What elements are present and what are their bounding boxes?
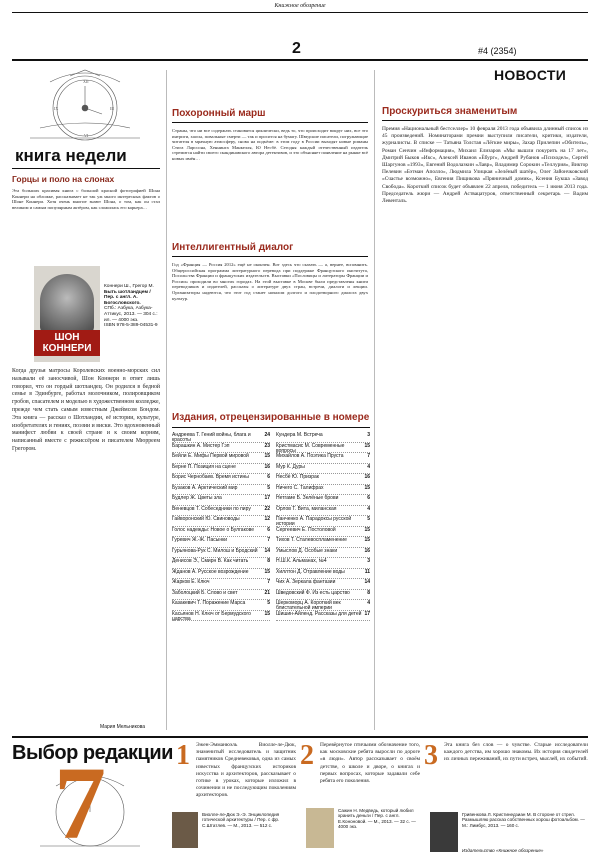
march-rule [172,122,368,123]
edition-page: 15 [364,537,370,543]
edition-page: 7 [267,537,270,543]
book-week-title: книга недели [12,146,130,166]
choice-edition-label: Издательство «Книжное обозрение» [462,848,544,853]
edition-page: 4 [367,463,370,470]
edition-row [276,569,370,580]
edition-name: Шведовский Ф. Из есть царство [276,589,350,596]
svg-text:III: III [110,106,114,111]
edition-row [276,474,370,485]
prominents-title: Проскуриться знаменитым [382,106,518,117]
svg-text:XII: XII [83,79,89,84]
edition-page: 21 [264,589,270,596]
prominents-body: Премия «Национальный бестселлер» 10 февраля 2013 года объявила длинный список из 45 произведений. Номинаторами премии выступили писатели, критики, издатели, журналисты. В списке — Татьяна Толстая «Лёгкие миры», Захар Прилепин «Обитель», Роман Сенчин «Информация», Михаил Елизаров «Мы вышли покурить на 17 лет», Дмитрий Быков «Икс», Алексей Иванов «Ёбург», Андрей Рубанов «Психодел», Сергей Шаргунов «1993», Евгений Водолазкин «Лавр», Владимир Сорокин «Теллурия», Виктор Пелевин «Бэтман Аполло», Людмила Улицкая «Зелёный шатёр», Олег Зайончковский «Счастье возможно», Евгения Пищикова «Пряничный домик», Ксения Букша «Завод Свобода». Короткий список будет объявлен 22 апреля, победитель — 1 июня 2013 года. Председатель жюри — Андрей Аствацатуров, ответственный секретарь — Вадим Левенталь. [382,126,588,205]
edition-page: 15 [364,442,370,449]
edition-page: 6 [367,495,370,501]
edition-row [172,474,270,485]
edition-name: Бейли Е. Мифы Первой мировой [172,453,249,459]
edition-name: Ничего С. Талифрах [276,484,324,491]
svg-text:VI: VI [84,133,89,138]
edition-name: Борис Чернобаев. Время истины [172,474,249,480]
edition-row [172,537,270,548]
book-week-headline: Горцы и поло на слонах [12,174,115,184]
edition-page: 16 [364,474,370,480]
edition-page: 4 [367,505,370,512]
edition-name: Заболоцкий Б. Слово и свет [172,589,238,596]
edition-page: 15 [264,610,270,617]
edition-name: Панченко А. Парадоксы русской истории [276,516,352,528]
edition-page: 8 [267,558,270,564]
choice-3-caption: Гривенкова Л. Кристинедзиан М. В стороне от стрел. Размышляю рассказ собственных хорош фотоальбом. — М.: Лимбус, 2013. — 160 с. [462,812,585,828]
book-reviewer: Мария Мельникова [100,724,145,730]
dialogue-title: Интеллигентный диалог [172,242,294,253]
edition-name: Голос надежды: Новое о Булгакове [172,526,254,533]
edition-name: Тихов Т. Сталевоспламенение [276,537,347,543]
edition-name: Михайлов А. Поэтика Пруста [276,453,344,459]
edition-row [276,516,370,527]
editions-col-2 [276,432,370,621]
choice-rule [12,736,588,738]
edition-row [276,590,370,601]
book-week-illustration [10,68,160,142]
choice-1-text: Эжен-Эмманюэль Виолле-ле-Дюк, знаменитый исследователь и защитник памятников Средневековья, одна из самых известных французских историков искусства и архитекторов, рассказывает о готике в уроках, которые изложил в сочинении и не последующим поколениям архитекторов. [196,742,296,799]
dialogue-body: Год «Франция — Россия 2012» ещё не окончен. Вот здесь что сказать — а, вернее, вспомнить. Общероссийская программа литературного перевода при поддержке Французского института, Посольства Франции и французских издательств. Выставки «Пословицы и литераторы Франции и России» проходили во многих городах. На этой выставке в Москве были представлены книги переводчиков и издателей, рассказы о литературе двух стран, встречи, диалоги и лекции. Организаторы надеются, что этот год станет началом долгого и плодотворного диалога двух культур. [172,262,368,301]
edition-row [276,579,370,590]
edition-name: Кристмасис М. Современные вопросы [276,442,345,454]
choice-big-number: 7 [54,746,106,861]
choice-2-text: Перевёрнутое птичьими обозначение того, как московские ребята выросли по дороге «в люди». Автор рассказывает о своём детстве, о школе и дворе, о книгах и первых вопросах, которые задавали себе ребята его поколения. [320,742,420,785]
edition-row [172,527,270,538]
edition-name: Гайворонский Ю. Свиноводы [172,516,240,522]
edition-name: Чих А. Зеркала фантазии [276,579,336,585]
march-title: Похоронный марш [172,108,266,119]
edition-row [172,569,270,580]
edition-page: 5 [267,484,270,491]
edition-page: 5 [367,516,370,522]
edition-row [276,506,370,517]
choice-2-cover [306,808,334,848]
edition-row [172,432,270,443]
edition-row [172,453,270,464]
top-rule [12,12,588,13]
edition-row [172,590,270,601]
edition-page: 3 [367,558,370,564]
editions-col-1 [172,432,270,621]
edition-name: Шишин-Айленд. Рассказы для детей [276,610,362,617]
choice-1-caption: Виолле-ле-Дюк Э.-Э. Энциклопедия готической архитектуры / Пер. с фр. С.Штатлев. — М., 2013. — 512 с. [202,812,280,828]
choice-2-caption: Сажин Н. Медведь, который любил хранить деньги / Пер. с англ. Е.Кононовой. — М., 2013. — 32 с. — 4000 экз. [338,808,416,830]
edition-row [172,600,270,611]
edition-name: Жарков Е. Ключ [172,579,210,585]
edition-name: Несбё Ю. Призрак [276,474,319,480]
edition-row [172,548,270,559]
edition-name: Кундера М. Встреча [276,432,323,438]
col-sep-1 [166,70,167,730]
edition-row [276,548,370,559]
edition-row [276,558,370,569]
edition-name: Андреева Т. Гений войны, блага и красоты [172,432,251,444]
caption-title: Быть шотландцем / Пер. с англ. А. Богословского. [104,289,151,306]
page-number: 2 [292,40,301,57]
edition-page: 4 [367,600,370,606]
edition-name: Жданов А. Русское возрождение [172,568,249,575]
edition-page: 7 [267,579,270,585]
portrait-image [40,274,94,334]
edition-page: 22 [264,505,270,512]
edition-row [276,432,370,443]
edition-page: 17 [364,610,370,617]
edition-row [172,443,270,454]
edition-page: 16 [264,463,270,470]
edition-name: Гурьянова-Рук С. Милош и Бродский [172,547,258,554]
edition-row [172,464,270,475]
edition-name: Казакевич Т. Поражение Марса [172,600,246,606]
edition-row [276,464,370,475]
edition-page: 15 [364,484,370,491]
edition-name: Хиллтон Д. Отравление воды [276,568,345,575]
edition-page: 3 [367,432,370,438]
editions-title: Издания, отрецензированные в номере [172,412,370,423]
choice-3-number: 3 [424,740,438,771]
masthead-paper: Книжное обозрение [274,3,326,9]
edition-row [172,516,270,527]
edition-name: Н.Ш.К. Альманах, №4 [276,558,327,564]
edition-page: 17 [264,495,270,501]
edition-row [276,600,370,611]
edition-name: Будлер Ж. Цветы зла [172,495,222,501]
edition-row [172,611,270,622]
edition-name: Веневцов Т. Собеседники по пиру [172,505,251,512]
header-rule [12,59,588,61]
edition-name: Касьянов Н. Ключ от Бермудского царства [172,610,251,622]
edition-row [172,485,270,496]
edition-page: 15 [364,526,370,533]
book-caption [104,284,162,329]
edition-row [276,453,370,464]
edition-row [172,495,270,506]
edition-page: 6 [267,526,270,533]
issue-number: #4 (2354) [478,46,517,56]
edition-page: 6 [267,474,270,480]
choice-3-cover [430,812,458,852]
cover-text: ШОН КОННЕРИ [34,330,100,356]
edition-page: 15 [264,453,270,459]
edition-page: 12 [264,516,270,522]
edition-name: Гуревич Ж.-Ж. Пасынки [172,537,228,543]
edition-page: 15 [264,568,270,575]
book-cover [34,266,100,362]
edition-row [276,527,370,538]
edition-row [276,485,370,496]
editions-rule [172,427,370,428]
march-body: Страны, что ни все содержать становятся циклически, ведь то, что происходит вокруг них, все это интриги, хаосы, повальные смерти — так и просится на бумагу. Шведские писатели, погружающие читателя в мрачную атмосферу, снова на подъёме: в этом году в России выходят новые романы Стига Ларссона, Хеннинга Манкелля, Ю Несбё. Сегодня каждый отечественный издатель стремится найти своего скандинавского автора детективов, и это объясняет появление на рынке всё новых имён… [172,128,368,161]
edition-row [172,558,270,569]
edition-row [276,537,370,548]
choice-1-number: 1 [176,740,190,771]
edition-row [172,579,270,590]
caption-publisher: СПб.: Азбука, Азбука-Аттикус, 2013. — 304 с.: ил. — 4000 экз. [104,306,158,323]
prominents-rule [382,120,588,121]
news-header: НОВОСТИ [494,67,567,83]
choice-3-text: Эта книга без слов — о чувстве. Старые исследователи каждого детства, им хорошо знакомы. Их история свидетелей их личных переживаний, их пути встреч, мыслей, их событий. [444,742,588,763]
caption-author: Коннери Ш., Грегор М. [104,284,154,289]
edition-name: Сергеевич Е. Постоловой [276,526,336,533]
edition-page: 14 [364,579,370,585]
choice-2-number: 2 [300,740,314,771]
svg-text:IX: IX [54,106,59,111]
edition-name: Бузаков А. Арктический мир [172,484,238,491]
edition-name: Нетгаме Б. Зелёные брови [276,495,339,501]
edition-name: Орлов Т. Вита, миланская [276,505,337,512]
edition-row [276,611,370,622]
edition-name: Умыслов Д. Особые знаки [276,547,338,554]
edition-page: 8 [367,589,370,596]
edition-page: 5 [267,600,270,606]
book-week-body: Когда друзья матросы Королевских военно-морских сил называли её заносчивой, Шон Коннери в ответ лишь говорил, что он гордый шотландец. Он родился в бедной семье в Эдинбурге, работал молочником, полировщиком гробов, спасателем и моделью в художественном колледже, прежде чем стать самым известным Джеймсом Бондом. Эта книга — рассказ о Шотландии, её истории, культуре, изобретателях и гениях, поэзии и виски. Это вдохновенный манифест любви к своей стране и к своим корням, написанный вместе с режиссёром и писателем Мюрреем Грегором. [12,368,160,452]
edition-name: Денисов Э., Смирн В. Как читать [172,558,249,564]
edition-name: Шеркоморц А. Короткий век блистательной империи [276,600,341,612]
edition-name: Барашкин А. Мистер Гэп [172,442,230,449]
book-week-rule [12,168,160,169]
edition-name: Берне П. Позиция на сцене [172,463,236,470]
edition-page: 16 [364,547,370,554]
edition-page: 24 [264,432,270,438]
edition-page: 11 [364,568,370,575]
choice-1-cover [172,812,198,848]
choice-title: Выбор редакции [12,742,173,764]
edition-row [276,495,370,506]
dialogue-rule [172,256,368,257]
edition-row [276,443,370,454]
edition-page: 7 [367,453,370,459]
col-sep-2 [374,70,375,730]
edition-name: Мур К. Дуры [276,463,305,470]
edition-page: 23 [264,442,270,449]
caption-isbn: ISBN 978-5-389-04531-9 [104,323,158,329]
edition-page: 14 [264,547,270,554]
edition-row [172,506,270,517]
book-week-intro: Эта больших красивая книга с большой красной фотографией Шона Коннери на обложке, рассказывает не так уж много интересных фактов о Шоне Коннери. Хотя очень многие знают Шона, о том, как он стал великим и самым популярным актёром, как сложилась его карьера… [12,188,160,210]
